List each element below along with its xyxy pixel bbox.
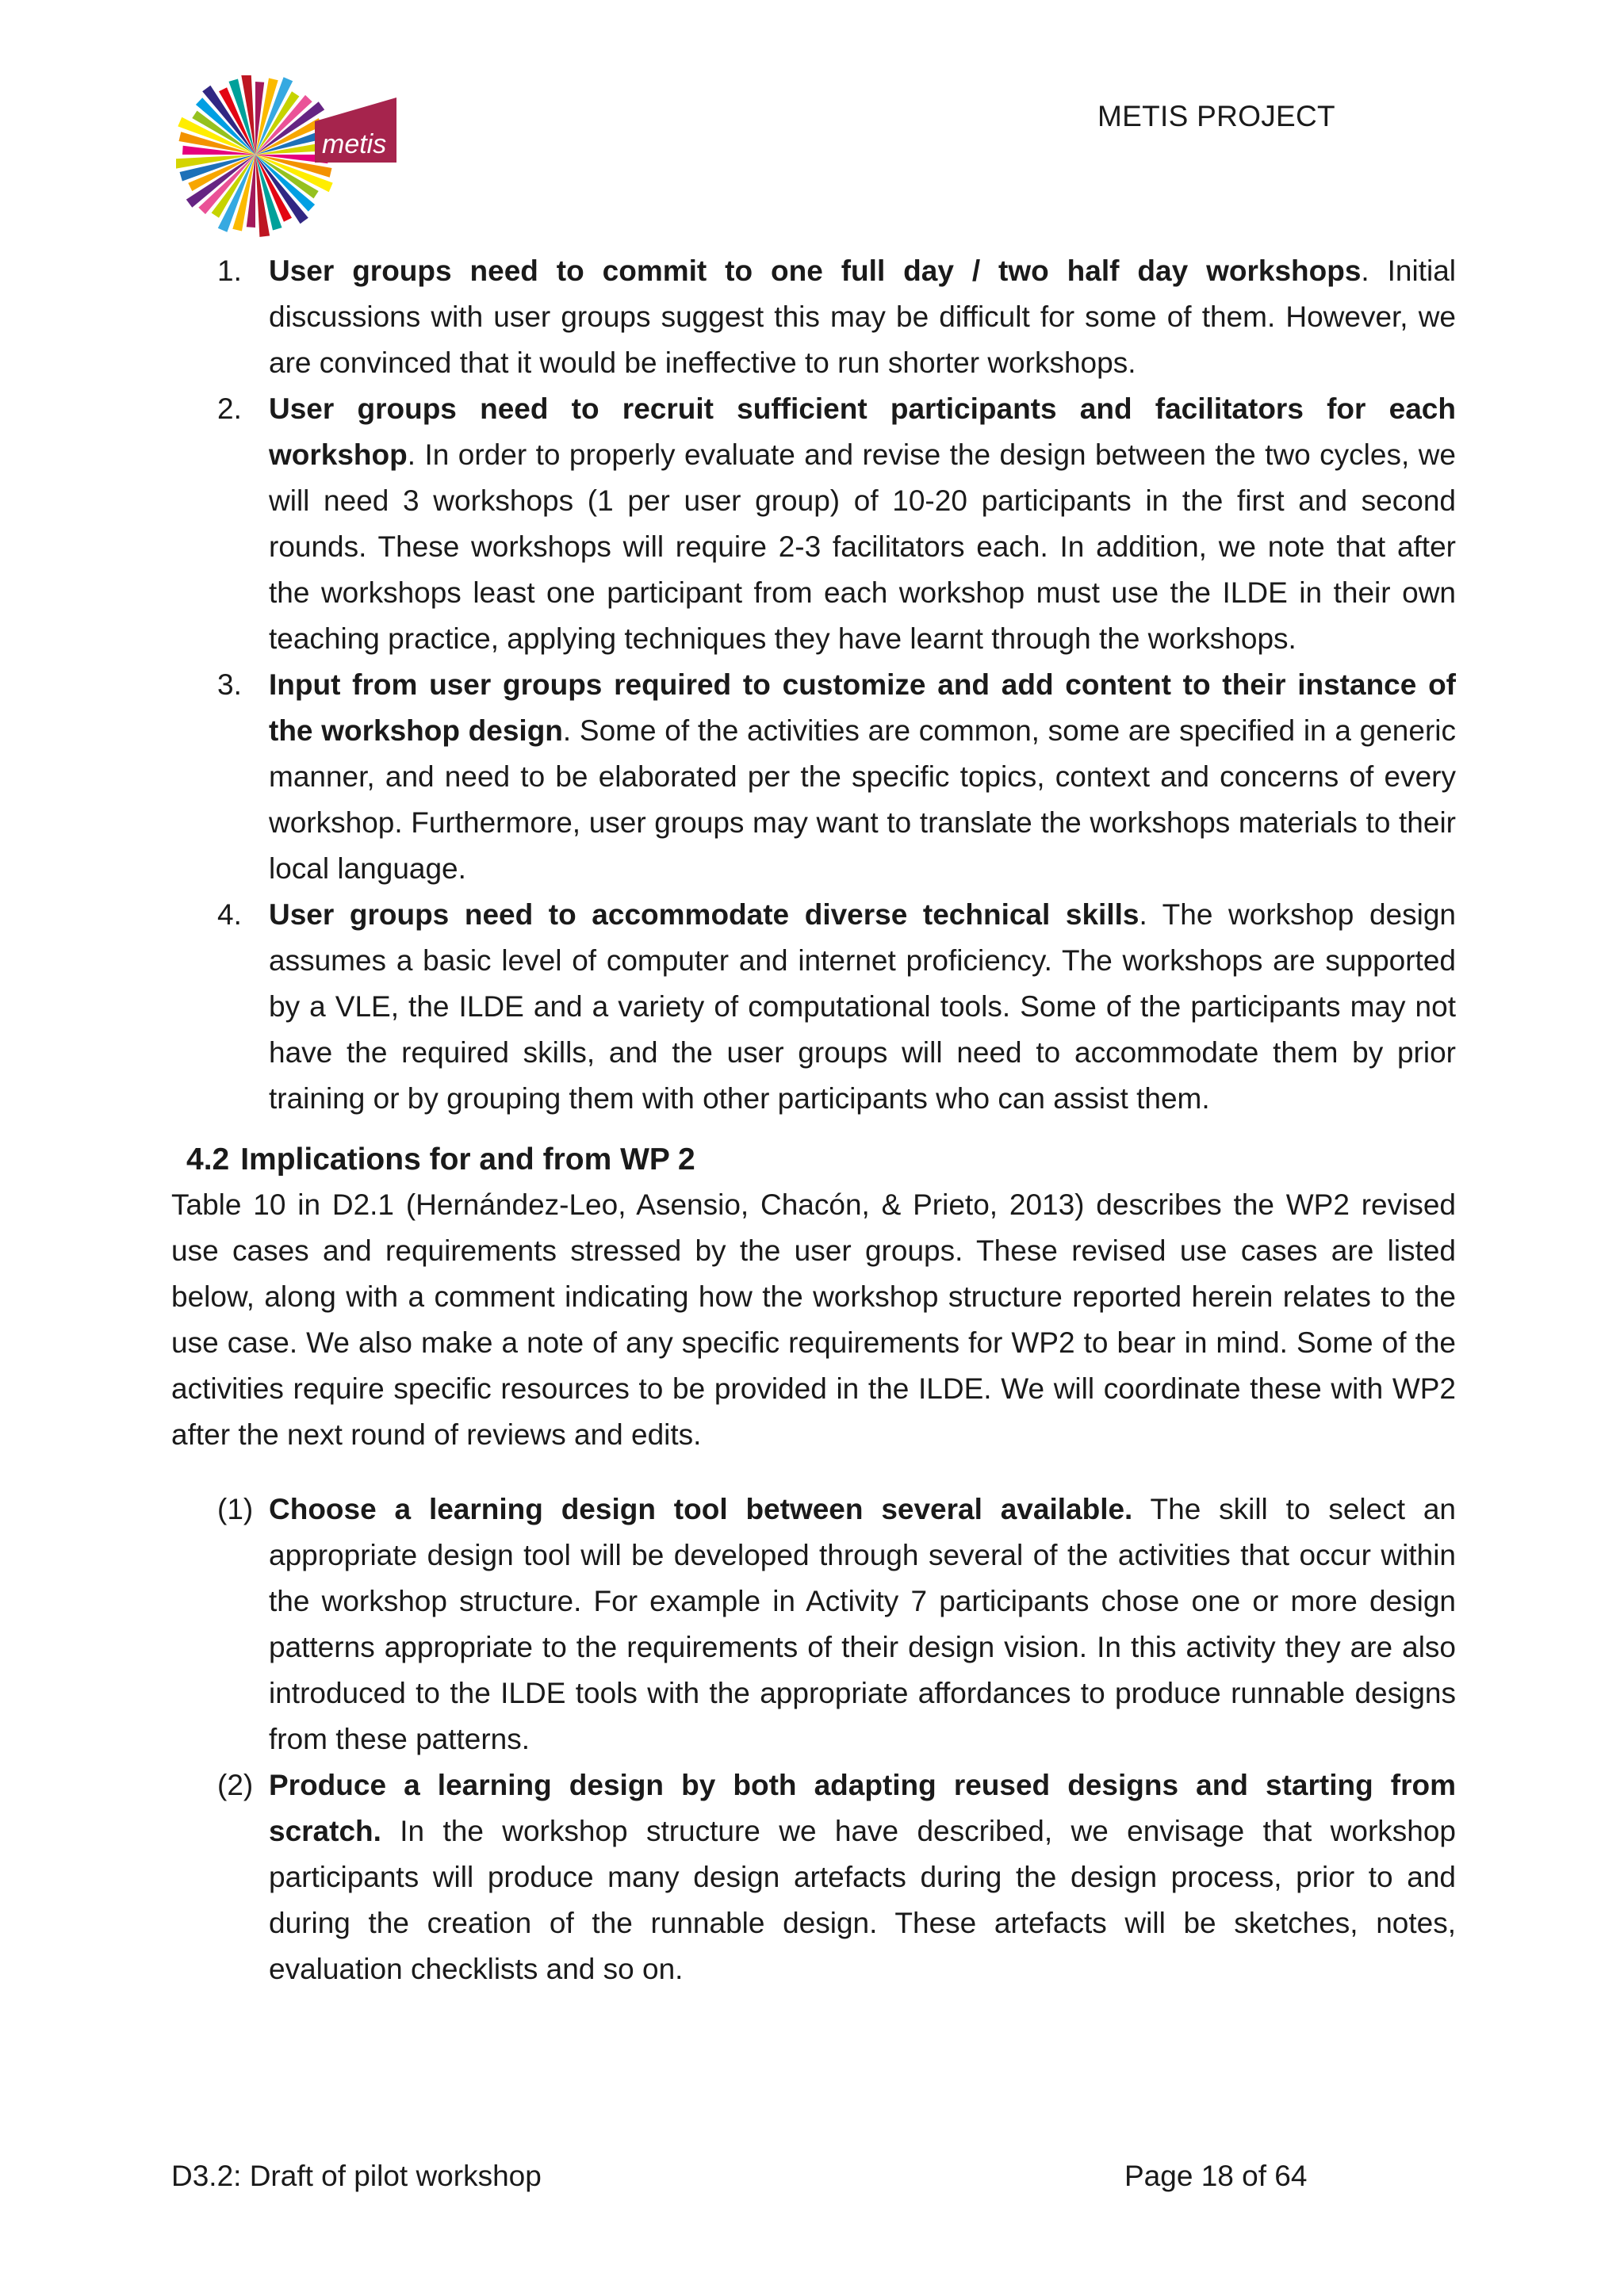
page-content <box>171 248 1456 1992</box>
section-heading: 4.2 Implications for and from WP 2 <box>186 1142 695 1177</box>
list-item: 3. Input from user groups required to customize and add content to their instance of the workshop design. Some of the activities are common, some are specified in a generic manner, and need to be elaborated per the specific topics, context and concerns of every workshop. Furthermore, user groups may want to translate the workshops materials to their local language. <box>217 668 1456 885</box>
section-paragraph: Table 10 in D2.1 (Hernández-Leo, Asensio, Chacón, & Prieto, 2013) describes the WP2 revised use cases and requirements stressed by the user groups. These revised use cases are listed below, along with a comment indicating how the workshop structure reported herein relates to the use case. We also make a note of any specific requirements for WP2 to bear in mind. Some of the activities require specific resources to be provided in the ILDE. We will coordinate these with WP2 after the next round of reviews and edits. <box>171 1188 1456 1451</box>
requirements-list <box>171 248 1456 1122</box>
list-item: 4. User groups need to accommodate diverse technical skills. The workshop design assumes a basic level of computer and internet proficiency. The workshops are supported by a VLE, the ILDE and a variety of computational tools. Some of the participants may not have the required skills, and the user groups will need to accommodate them by prior training or by grouping them with other participants who can assist them. <box>217 898 1457 1115</box>
list-item: 1. User groups need to commit to one full day / two half day workshops. Initial discussions with user groups suggest this may be difficult for some of them. However, we are convinced that it would be ineffective to run shorter workshops. <box>217 254 1456 379</box>
list-item: 2. User groups need to recruit sufficient participants and facilitators for each workshop. In order to properly evaluate and revise the design between the two cycles, we will need 3 workshops (1 per user group) of 10-20 participants in the first and second rounds. These workshops will require 2-3 facilitators each. In addition, we note that after the workshops least one participant from each workshop must use the ILDE in their own teaching practice, applying techniques they have learnt through the workshops. <box>217 392 1456 655</box>
list-item: (1) Choose a learning design tool between several available. The skill to select an appropriate design tool will be developed through several of the activities that occur within the workshop structure. For example in Activity 7 participants chose one or more design patterns appropriate to the requirements of their design vision. In this activity they are also introduced to the ILDE tools with the appropriate affordances to produce runnable designs from these patterns. <box>217 1493 1456 1755</box>
use-case-list <box>171 1487 1456 1992</box>
list-item: (2) Produce a learning design by both adapting reused designs and starting from scratch. In the workshop structure we have described, we envisage that workshop participants will produce many design artefacts during the design process, prior to and during the creation of the runnable design. These artefacts will be sketches, notes, evaluation checklists and so on. <box>217 1769 1456 1985</box>
page-number: Page 18 of 64 <box>1124 2160 1308 2192</box>
project-header: METIS PROJECT <box>1097 100 1335 132</box>
metis-logo <box>176 75 398 238</box>
footer-doc-title: D3.2: Draft of pilot workshop <box>171 2160 542 2192</box>
svg-text:metis: metis <box>322 129 387 159</box>
